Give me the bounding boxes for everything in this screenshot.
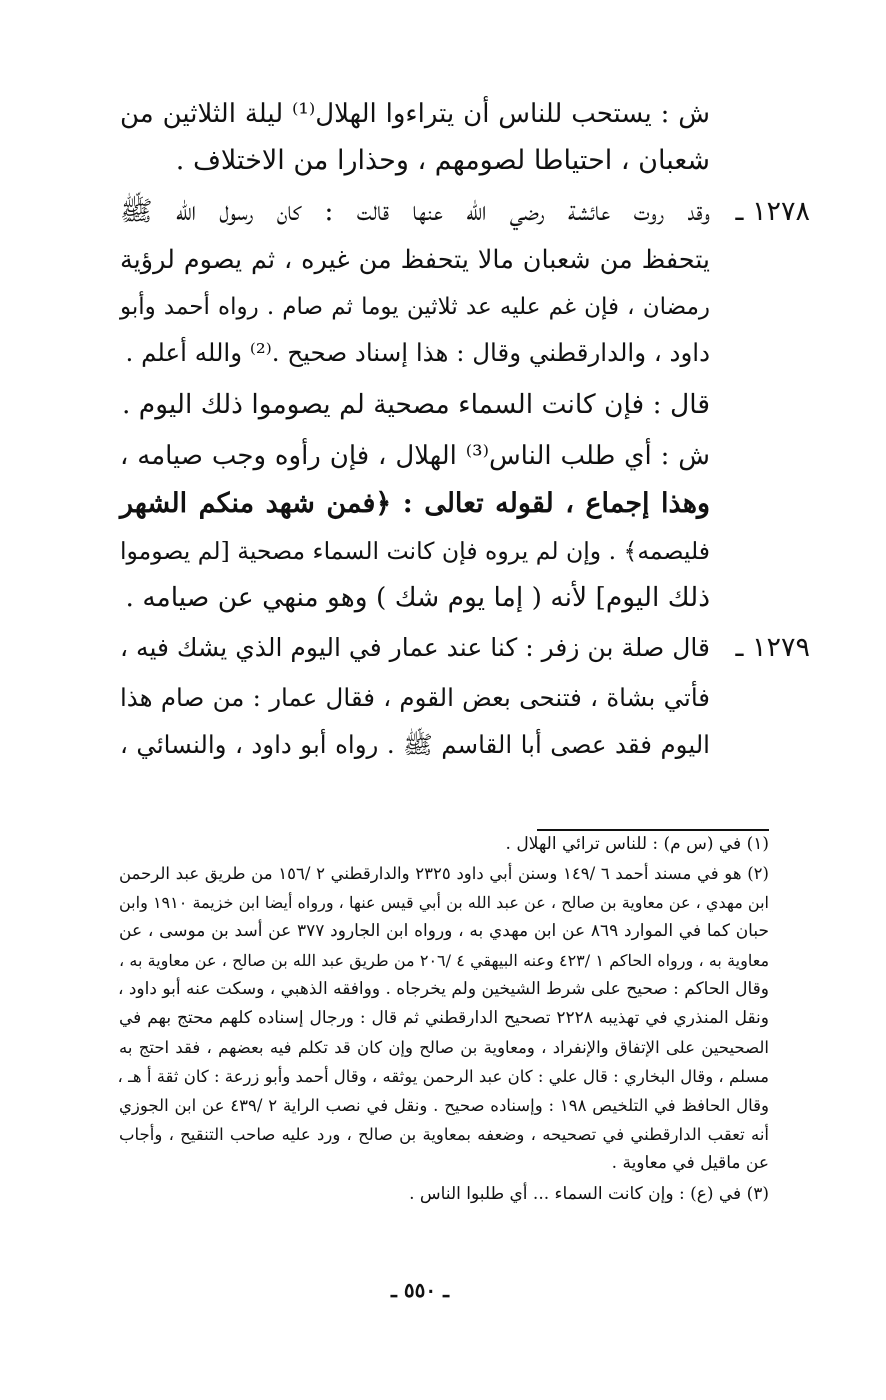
main-text-line-14: اليوم فقد عصى أبا القاسم ﷺ . رواه أبو داود ، والنسائي ، <box>120 730 710 759</box>
main-text-line-7: قال : فإن كانت السماء مصحية لم يصوموا ذلك اليوم . <box>121 389 710 420</box>
footnote-line-13: (٣) في (ع) : وإن كانت السماء ... أي طلبوا الناس . <box>409 1184 769 1204</box>
main-text-line-3: وقد روت عائشة رضي الله عنها قالت : كان رسول الله ﷺ <box>120 196 710 227</box>
main-text-line-1: ش : يستحب للناس أن يتراءوا الهلال⁽¹⁾ ليلة الثلاثين من <box>120 99 711 129</box>
page-number: ـ ٥٥٠ ـ <box>391 1278 449 1302</box>
hadith-number-1279: ١٢٧٩ ـ <box>735 632 810 663</box>
main-text-line-11: ذلك اليوم] لأنه ( إما يوم شك ) وهو منهي عن صيامه . <box>125 582 710 613</box>
footnote-line-2: (٢) هو في مسند أحمد ٦ /١٤٩ وسنن أبي داود ٢٣٢٥ والدارقطني ٢ /١٥٦ من طريق عبد الرحمن <box>119 864 769 883</box>
main-text-line-12: قال صلة بن زفر : كنا عند عمار في اليوم الذي يشك فيه ، <box>120 633 710 662</box>
main-text-line-4: يتحفظ من شعبان مالا يتحفظ من غيره ، ثم يصوم لرؤية <box>120 245 710 275</box>
footnote-line-12: عن ماقيل في معاوية . <box>611 1153 769 1173</box>
main-text-line-8: ش : أي طلب الناس⁽³⁾ الهلال ، فإن رأوه وجب صيامه ، <box>120 441 711 471</box>
footnote-line-1: (١) في (س م) : للناس ترائي الهلال . <box>505 834 769 854</box>
footnote-line-7: ونقل المنذري في تهذيبه ٢٢٢٨ تصحيح الدارقطني ثم قال : ورجال إسناده كلهم محتج بهم في <box>119 1008 769 1028</box>
main-text-line-2: شعبان ، احتياطا لصومهم ، وحذارا من الاختلاف . <box>175 145 710 176</box>
main-text-line-13: فأتي بشاة ، فتنحى بعض القوم ، فقال عمار : من صام هذا <box>120 683 710 712</box>
footnote-line-4: حبان كما في الموارد ٨٦٩ عن ابن مهدي به ، ورواه ابن الجارود ٣٧٧ عن أسد بن موسى ، عن <box>119 921 769 941</box>
footnote-line-3: ابن مهدي ، عن معاوية بن صالح ، عن عبد الله بن أبي قيس عنها ، ورواه أيضا ابن خزيمة ١٩١٠ وابن <box>119 893 769 912</box>
footnote-line-8: الصحيحين على الإتفاق والإنفراد ، ومعاوية بن صالح وإن كان قد تكلم فيه بعضهم ، فقد احتج به <box>119 1038 769 1057</box>
main-text-line-6: داود ، والدارقطني وقال : هذا إسناد صحيح .⁽²⁾ والله أعلم . <box>125 338 710 367</box>
footnote-line-5: معاوية به ، ورواه الحاكم ١ /٤٢٣ وعنه البيهقي ٤ /٢٠٦ من طريق عبد الله بن صالح ، عن معاوية به ، <box>119 951 770 970</box>
main-text-line-9: وهذا إجماع ، لقوله تعالى : ﴿فمن شهد منكم الشهر <box>120 488 710 519</box>
footnote-line-11: أنه تعقب الدارقطني في تصحيحه ، وضعفه بمعاوية بن صالح ، ورد عليه صاحب التنقيح ، وأجاب <box>119 1125 769 1144</box>
hadith-number-1278: ١٢٧٨ ـ <box>735 196 810 227</box>
footnote-line-6: وقال الحاكم : صحيح على شرط الشيخين ولم يخرجاه . ووافقه الذهبي ، وسكت عنه أبو داود ، <box>117 979 769 999</box>
footnote-line-9: مسلم ، وقال البخاري : قال علي : كان عبد الرحمن يوثقه ، وقال أحمد وأبو زرعة : كان ثقة أ هـ ، <box>117 1067 769 1086</box>
footnote-line-10: وقال الحافظ في التلخيص ١٩٨ : وإسناده صحيح . ونقل في نصب الراية ٢ /٤٣٩ عن ابن الجوزي <box>119 1096 770 1115</box>
main-text-line-10: فليصمه﴾ . وإن لم يروه فإن كانت السماء مصحية [لم يصوموا <box>120 537 710 565</box>
main-text-line-5: رمضان ، فإن غم عليه عد ثلاثين يوما ثم صام . رواه أحمد وأبو <box>120 294 710 320</box>
